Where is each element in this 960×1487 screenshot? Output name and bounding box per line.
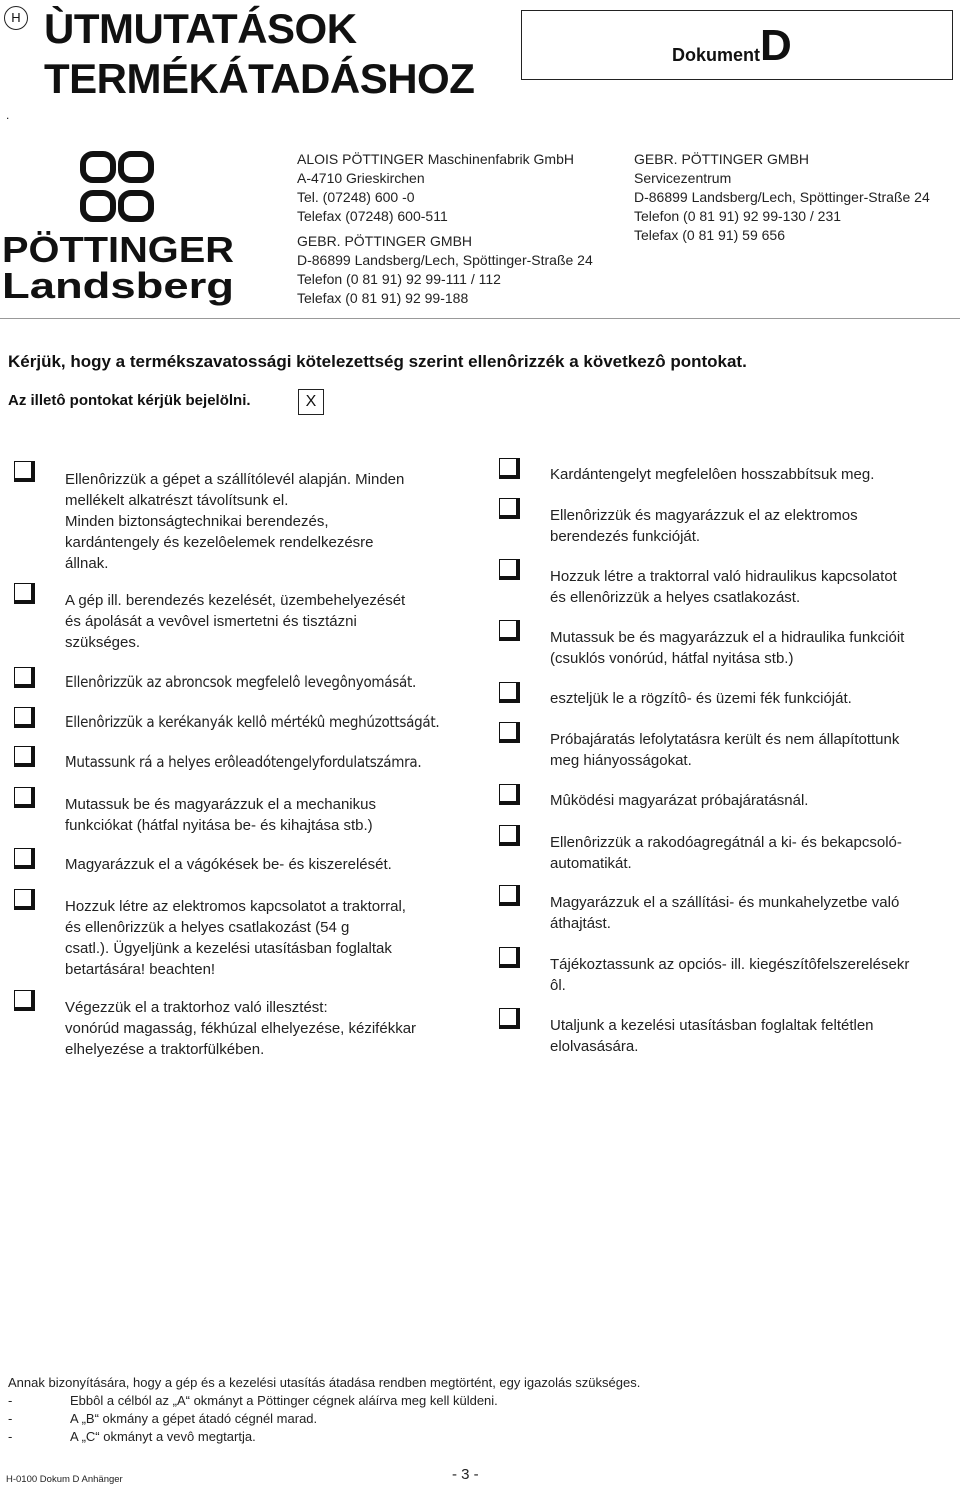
document-id-box [521, 10, 953, 80]
document-label: Dokument [672, 45, 761, 65]
address-line: Telefax (0 81 91) 92 99-188 [297, 290, 469, 306]
checklist-text: Próbajáratás lefolytatásra került és nem állapítottunk meg hiányosságokat. [550, 731, 900, 769]
address-line: Telefon (0 81 91) 92 99-111 / 112 [297, 271, 501, 287]
mark-instruction: Az illetô pontokat kérjük bejelölni. [8, 392, 251, 409]
document-letter: D [760, 21, 792, 70]
checkbox[interactable] [499, 682, 520, 703]
checklist-text: eszteljük le a rögzítô- és üzemi fék funkcióját. [550, 690, 852, 707]
checklist-text: Ellenôrizzük a rakodóagregátnál a ki- és bekapcsoló- automatikát. [550, 834, 902, 872]
checkbox[interactable] [14, 990, 35, 1011]
checkbox[interactable] [499, 498, 520, 519]
address-line: D-86899 Landsberg/Lech, Spöttinger-Straße 24 [297, 252, 593, 268]
checklist-text: Végezzük el a traktorhoz való illesztést: vonórúd magasság, fékhúzal elhelyezése, kézifékkar elhelyezése a traktorfülkében. [65, 999, 417, 1058]
pottinger-landsberg-logo [0, 148, 240, 308]
checkbox[interactable] [14, 707, 35, 728]
checkbox[interactable] [14, 746, 35, 767]
checkbox[interactable] [499, 1008, 520, 1029]
header-divider [0, 318, 960, 319]
checkbox[interactable] [499, 885, 520, 906]
checkbox[interactable] [499, 825, 520, 846]
address-left [297, 150, 593, 308]
checkbox[interactable] [499, 947, 520, 968]
intro-text: Kérjük, hogy a termékszavatossági kötelezettség szerint ellenôrizzék a következô pontokat. [8, 352, 747, 371]
checklist-text: Utaljunk a kezelési utasításban foglaltak feltétlen elolvasására. [550, 1017, 874, 1055]
checklist-text: Mutassunk rá a helyes erôleadótengelyfordulatszámra. [65, 753, 422, 771]
footer-notes [8, 1374, 640, 1446]
address-line: Tel. (07248) 600 -0 [297, 189, 415, 205]
checklist-text: Magyarázzuk el a szállítási- és munkahelyzetbe való áthajtást. [550, 894, 900, 932]
document-code: H-0100 Dokum D Anhänger [6, 1474, 123, 1485]
footer-note: - A „B“ okmány a gépet átadó cégnél marad. [8, 1411, 318, 1426]
checklist-text: Ellenôrizzük az abroncsok megfelelô levegônyomását. [65, 673, 416, 691]
address-line: ALOIS PÖTTINGER Maschinenfabrik GmbH [297, 151, 574, 167]
checklist-text: Magyarázzuk el a vágókések be- és kiszerelését. [65, 856, 392, 873]
checklist-text: Ellenôrizzük a gépet a szállítólevél alapján. Minden mellékelt alkatrészt távolítsunk el. Minden biztonságtechnikai berendezés, kardántengely és kezelôelemek rendelkezésre állnak. [65, 471, 405, 572]
document-title [44, 4, 474, 104]
footer-note: - Ebbôl a célból az „A“ okmányt a Pöttinger cégnek aláírva meg kell küldeni. [8, 1393, 498, 1408]
footer-statement: Annak bizonyítására, hogy a gép és a kezelési utasítás átadása rendben megtörtént, egy igazolás szükséges. [8, 1375, 641, 1390]
address-right [634, 150, 930, 245]
checkbox[interactable] [499, 722, 520, 743]
checklist-text: Ellenôrizzük és magyarázzuk el az elektromos berendezés funkcióját. [550, 507, 858, 545]
checkbox[interactable] [499, 784, 520, 805]
title-line-1: ÙTMUTATÁSOK [44, 5, 357, 52]
svg-text:Landsberg: Landsberg [2, 265, 234, 306]
address-line: D-86899 Landsberg/Lech, Spöttinger-Straße 24 [634, 189, 930, 205]
footer-note: - A „C“ okmányt a vevô megtartja. [8, 1429, 256, 1444]
checkbox[interactable] [499, 620, 520, 641]
checkbox[interactable] [499, 458, 520, 479]
checkbox[interactable] [14, 889, 35, 910]
address-line: GEBR. PÖTTINGER GMBH [297, 233, 473, 249]
address-line: Telefon (0 81 91) 92 99-130 / 231 [634, 208, 842, 224]
checklist-text: Mutassuk be és magyarázzuk el a mechanikus funkciókat (hátfal nyitása be- és kihajtása stb.) [65, 796, 376, 834]
address-line: A-4710 Grieskirchen [297, 170, 425, 186]
checkbox[interactable] [14, 461, 35, 482]
checklist-text: Hozzuk létre az elektromos kapcsolatot a traktorral, és ellenôrizzük a helyes csatlakozást (54 g csatl.). Ügyeljünk a kezelési utasításban foglaltak betartására! beachten! [65, 898, 406, 978]
page-number: - 3 - [452, 1466, 479, 1483]
checklist-text: A gép ill. berendezés kezelését, üzembehelyezését és ápolását a vevôvel ismertetni és tisztázni szükséges. [65, 592, 406, 651]
checkbox[interactable] [14, 848, 35, 869]
checklist-text: Mutassuk be és magyarázzuk el a hidraulika funkcióit (csuklós vonórúd, hátfal nyitása stb.) [550, 629, 905, 667]
checklist-text: Kardántengelyt megfelelôen hosszabbítsuk meg. [550, 466, 875, 483]
address-line: Servicezentrum [634, 170, 732, 186]
checkbox[interactable] [14, 787, 35, 808]
checkbox[interactable] [499, 559, 520, 580]
address-line: GEBR. PÖTTINGER GMBH [634, 151, 810, 167]
checklist-text: Hozzuk létre a traktorral való hidraulikus kapcsolatot és ellenôrizzük a helyes csatlakozást. [550, 568, 897, 606]
checklist-text: Ellenôrizzük a kerékanyák kellô mértékû meghúzottságát. [65, 713, 440, 731]
checklist-text: Mûködési magyarázat próbajáratásnál. [550, 792, 809, 809]
stray-dot: . [6, 108, 10, 122]
checkbox[interactable] [14, 583, 35, 604]
title-line-2: TERMÉKÁTADÁSHOZ [44, 55, 475, 102]
mark-example-box: X [298, 389, 324, 415]
address-line: Telefax (0 81 91) 59 656 [634, 227, 785, 243]
language-badge: H [4, 6, 28, 30]
svg-text:PÖTTINGER: PÖTTINGER [2, 229, 234, 270]
address-line: Telefax (07248) 600-511 [297, 208, 448, 224]
checklist-text: Tájékoztassunk az opciós- ill. kiegészítôfelszerelésekr ôl. [550, 956, 910, 994]
checkbox[interactable] [14, 667, 35, 688]
